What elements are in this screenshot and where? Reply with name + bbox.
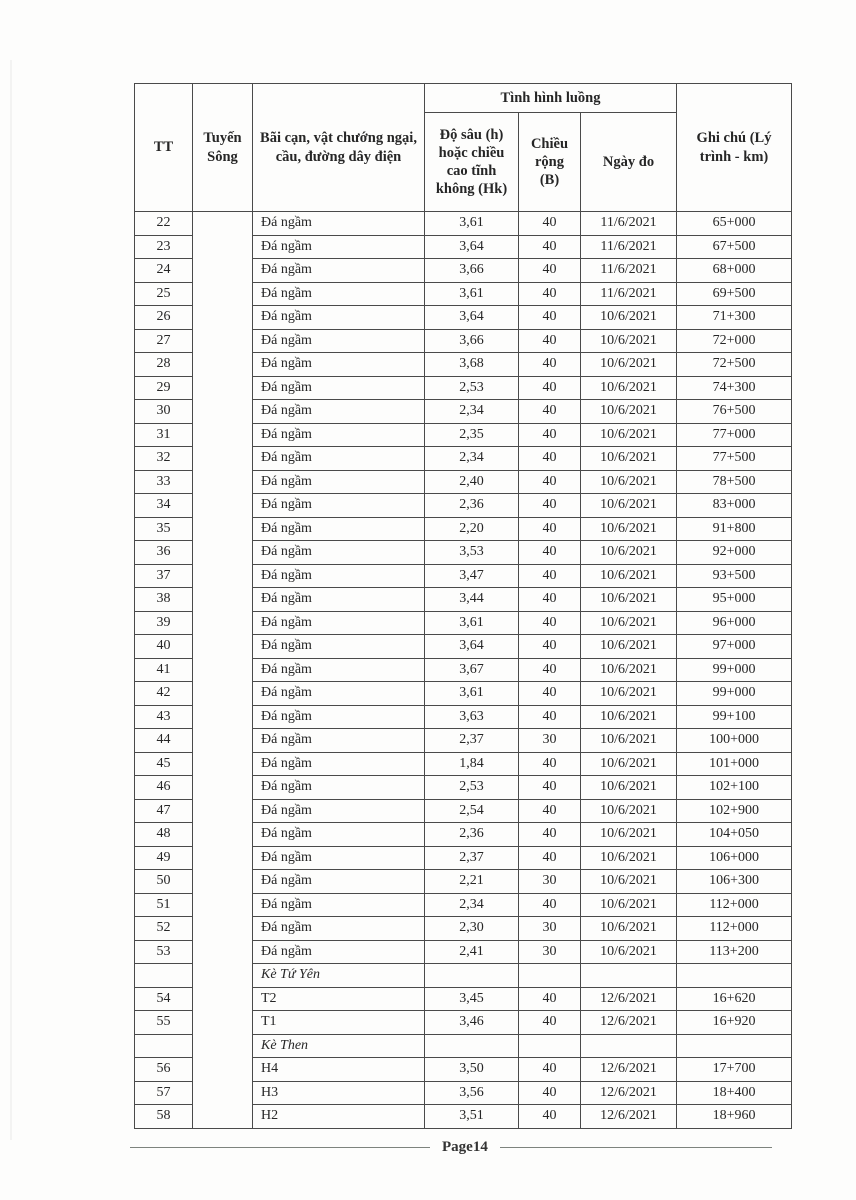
cell-tt: 44	[135, 729, 193, 753]
cell-tt: 25	[135, 282, 193, 306]
cell-width: 40	[519, 541, 581, 565]
cell-depth: 3,67	[425, 658, 519, 682]
cell-depth: 2,21	[425, 870, 519, 894]
cell-width: 40	[519, 282, 581, 306]
cell-width: 40	[519, 517, 581, 541]
cell-width: 40	[519, 1058, 581, 1082]
cell-depth: 2,40	[425, 470, 519, 494]
cell-obstacle: Đá ngầm	[253, 893, 425, 917]
cell-date: 10/6/2021	[581, 823, 677, 847]
cell-depth: 3,47	[425, 564, 519, 588]
cell-obstacle: Đá ngầm	[253, 423, 425, 447]
cell-tt: 27	[135, 329, 193, 353]
cell-width: 40	[519, 564, 581, 588]
cell-obstacle: Đá ngầm	[253, 682, 425, 706]
cell-date: 10/6/2021	[581, 306, 677, 330]
cell-obstacle: Đá ngầm	[253, 776, 425, 800]
cell-width: 40	[519, 893, 581, 917]
cell-width: 40	[519, 400, 581, 424]
cell-depth: 3,68	[425, 353, 519, 377]
cell-width: 40	[519, 705, 581, 729]
cell-width: 40	[519, 635, 581, 659]
cell-tt: 55	[135, 1011, 193, 1035]
cell-depth: 2,54	[425, 799, 519, 823]
cell-tt: 41	[135, 658, 193, 682]
cell-note: 72+500	[677, 353, 792, 377]
cell-width: 30	[519, 917, 581, 941]
cell-width: 40	[519, 353, 581, 377]
cell-tt: 24	[135, 259, 193, 283]
cell-date: 11/6/2021	[581, 259, 677, 283]
cell-date: 10/6/2021	[581, 447, 677, 471]
cell-tt: 32	[135, 447, 193, 471]
channel-condition-table	[134, 83, 792, 1129]
cell-depth: 3,56	[425, 1081, 519, 1105]
cell-note: 18+960	[677, 1105, 792, 1129]
cell-date: 11/6/2021	[581, 212, 677, 236]
cell-width: 40	[519, 306, 581, 330]
cell-note: 102+100	[677, 776, 792, 800]
cell-tt: 52	[135, 917, 193, 941]
header-row-group	[135, 84, 792, 113]
cell-date: 10/6/2021	[581, 611, 677, 635]
cell-width: 40	[519, 1011, 581, 1035]
cell-width: 40	[519, 259, 581, 283]
cell-date: 10/6/2021	[581, 917, 677, 941]
cell-note: 95+000	[677, 588, 792, 612]
cell-obstacle: Đá ngầm	[253, 658, 425, 682]
cell-obstacle: Đá ngầm	[253, 447, 425, 471]
cell-depth: 3,61	[425, 212, 519, 236]
cell-date	[581, 1034, 677, 1058]
cell-obstacle: Đá ngầm	[253, 823, 425, 847]
cell-tt: 45	[135, 752, 193, 776]
cell-depth: 2,34	[425, 447, 519, 471]
group-header-channel-condition: Tình hình luồng	[425, 84, 677, 113]
cell-date: 12/6/2021	[581, 1105, 677, 1129]
cell-width	[519, 1034, 581, 1058]
cell-date: 10/6/2021	[581, 846, 677, 870]
cell-obstacle: Kè Tứ Yên	[253, 964, 425, 988]
cell-obstacle: Đá ngầm	[253, 917, 425, 941]
cell-obstacle: Đá ngầm	[253, 870, 425, 894]
cell-depth: 2,20	[425, 517, 519, 541]
cell-tt	[135, 1034, 193, 1058]
cell-note: 76+500	[677, 400, 792, 424]
cell-width: 40	[519, 987, 581, 1011]
cell-obstacle: Đá ngầm	[253, 611, 425, 635]
cell-date: 10/6/2021	[581, 752, 677, 776]
cell-depth: 3,61	[425, 282, 519, 306]
cell-tt: 38	[135, 588, 193, 612]
cell-note: 65+000	[677, 212, 792, 236]
cell-date	[581, 964, 677, 988]
cell-width: 40	[519, 470, 581, 494]
cell-obstacle: Đá ngầm	[253, 752, 425, 776]
cell-obstacle: Đá ngầm	[253, 846, 425, 870]
cell-obstacle: Đá ngầm	[253, 541, 425, 565]
cell-date: 10/6/2021	[581, 635, 677, 659]
cell-depth	[425, 1034, 519, 1058]
cell-depth: 3,51	[425, 1105, 519, 1129]
cell-tt: 36	[135, 541, 193, 565]
cell-depth: 3,64	[425, 306, 519, 330]
cell-width: 40	[519, 658, 581, 682]
cell-obstacle: Đá ngầm	[253, 517, 425, 541]
cell-date: 11/6/2021	[581, 282, 677, 306]
cell-date: 10/6/2021	[581, 400, 677, 424]
cell-tt: 39	[135, 611, 193, 635]
cell-note: 104+050	[677, 823, 792, 847]
cell-note: 91+800	[677, 517, 792, 541]
cell-date: 12/6/2021	[581, 987, 677, 1011]
cell-date: 10/6/2021	[581, 470, 677, 494]
table-row	[135, 212, 792, 236]
cell-note: 17+700	[677, 1058, 792, 1082]
cell-date: 12/6/2021	[581, 1011, 677, 1035]
cell-obstacle: Đá ngầm	[253, 705, 425, 729]
cell-depth: 2,30	[425, 917, 519, 941]
cell-obstacle: Đá ngầm	[253, 494, 425, 518]
cell-tt: 58	[135, 1105, 193, 1129]
cell-note: 99+000	[677, 682, 792, 706]
cell-width: 40	[519, 376, 581, 400]
cell-note: 69+500	[677, 282, 792, 306]
cell-width: 40	[519, 1105, 581, 1129]
cell-date: 12/6/2021	[581, 1058, 677, 1082]
cell-tt: 26	[135, 306, 193, 330]
cell-note: 16+920	[677, 1011, 792, 1035]
cell-depth: 3,50	[425, 1058, 519, 1082]
cell-note: 112+000	[677, 893, 792, 917]
cell-date: 10/6/2021	[581, 494, 677, 518]
cell-obstacle: Đá ngầm	[253, 353, 425, 377]
cell-tt: 48	[135, 823, 193, 847]
cell-tt: 53	[135, 940, 193, 964]
cell-obstacle: Đá ngầm	[253, 470, 425, 494]
cell-depth: 2,34	[425, 893, 519, 917]
footer-rule-right	[500, 1147, 772, 1148]
cell-obstacle: Đá ngầm	[253, 799, 425, 823]
cell-date: 10/6/2021	[581, 588, 677, 612]
cell-depth: 3,53	[425, 541, 519, 565]
cell-tt: 28	[135, 353, 193, 377]
cell-depth: 1,84	[425, 752, 519, 776]
cell-depth: 3,61	[425, 611, 519, 635]
cell-note: 78+500	[677, 470, 792, 494]
cell-note: 68+000	[677, 259, 792, 283]
cell-date: 10/6/2021	[581, 870, 677, 894]
cell-tt: 35	[135, 517, 193, 541]
cell-obstacle: Đá ngầm	[253, 588, 425, 612]
footer-rule-left	[130, 1147, 430, 1148]
cell-note: 99+000	[677, 658, 792, 682]
cell-tt: 31	[135, 423, 193, 447]
cell-tt: 34	[135, 494, 193, 518]
cell-note: 97+000	[677, 635, 792, 659]
cell-obstacle: Đá ngầm	[253, 400, 425, 424]
cell-width: 40	[519, 1081, 581, 1105]
cell-note: 100+000	[677, 729, 792, 753]
cell-date: 10/6/2021	[581, 376, 677, 400]
cell-note: 77+000	[677, 423, 792, 447]
cell-width: 30	[519, 870, 581, 894]
cell-tt: 49	[135, 846, 193, 870]
col-header-depth: Độ sâu (h) hoặc chiều cao tĩnh không (Hk)	[425, 113, 519, 212]
col-header-date: Ngày đo	[581, 113, 677, 212]
cell-width: 30	[519, 940, 581, 964]
cell-obstacle: T1	[253, 1011, 425, 1035]
cell-width: 40	[519, 611, 581, 635]
cell-note: 92+000	[677, 541, 792, 565]
table-body	[135, 212, 792, 1129]
cell-depth: 2,53	[425, 776, 519, 800]
cell-note	[677, 1034, 792, 1058]
cell-obstacle: H4	[253, 1058, 425, 1082]
cell-date: 10/6/2021	[581, 799, 677, 823]
cell-note: 113+200	[677, 940, 792, 964]
tuyen-song-merged-cell	[193, 212, 253, 1129]
cell-date: 11/6/2021	[581, 235, 677, 259]
cell-obstacle: Đá ngầm	[253, 940, 425, 964]
cell-tt: 43	[135, 705, 193, 729]
cell-obstacle: Đá ngầm	[253, 212, 425, 236]
cell-tt: 42	[135, 682, 193, 706]
cell-depth: 2,53	[425, 376, 519, 400]
cell-tt	[135, 964, 193, 988]
cell-width: 40	[519, 329, 581, 353]
cell-note: 18+400	[677, 1081, 792, 1105]
cell-depth: 3,61	[425, 682, 519, 706]
cell-date: 10/6/2021	[581, 893, 677, 917]
cell-depth: 2,37	[425, 729, 519, 753]
cell-width: 40	[519, 235, 581, 259]
cell-obstacle: Đá ngầm	[253, 329, 425, 353]
cell-note: 99+100	[677, 705, 792, 729]
col-header-width: Chiều rộng (B)	[519, 113, 581, 212]
cell-obstacle: T2	[253, 987, 425, 1011]
cell-width: 40	[519, 752, 581, 776]
cell-date: 12/6/2021	[581, 1081, 677, 1105]
cell-date: 10/6/2021	[581, 329, 677, 353]
cell-date: 10/6/2021	[581, 541, 677, 565]
cell-note: 16+620	[677, 987, 792, 1011]
cell-obstacle: H2	[253, 1105, 425, 1129]
cell-width: 40	[519, 776, 581, 800]
cell-note: 101+000	[677, 752, 792, 776]
cell-depth: 2,35	[425, 423, 519, 447]
cell-depth: 2,41	[425, 940, 519, 964]
table-header	[135, 84, 792, 212]
cell-width: 40	[519, 823, 581, 847]
cell-note: 74+300	[677, 376, 792, 400]
cell-width: 40	[519, 494, 581, 518]
cell-tt: 46	[135, 776, 193, 800]
cell-width: 40	[519, 212, 581, 236]
cell-tt: 50	[135, 870, 193, 894]
cell-obstacle: Đá ngầm	[253, 282, 425, 306]
cell-depth: 3,45	[425, 987, 519, 1011]
cell-date: 10/6/2021	[581, 729, 677, 753]
cell-width: 40	[519, 846, 581, 870]
cell-tt: 40	[135, 635, 193, 659]
cell-depth: 2,34	[425, 400, 519, 424]
cell-width: 40	[519, 799, 581, 823]
cell-note: 112+000	[677, 917, 792, 941]
cell-note: 83+000	[677, 494, 792, 518]
cell-tt: 51	[135, 893, 193, 917]
cell-tt: 33	[135, 470, 193, 494]
cell-depth: 2,36	[425, 823, 519, 847]
cell-depth: 3,44	[425, 588, 519, 612]
cell-tt: 54	[135, 987, 193, 1011]
cell-depth: 3,66	[425, 329, 519, 353]
cell-depth: 3,64	[425, 635, 519, 659]
cell-depth: 2,37	[425, 846, 519, 870]
cell-width: 40	[519, 682, 581, 706]
cell-note	[677, 964, 792, 988]
cell-width: 40	[519, 588, 581, 612]
cell-tt: 22	[135, 212, 193, 236]
cell-date: 10/6/2021	[581, 682, 677, 706]
cell-note: 93+500	[677, 564, 792, 588]
cell-date: 10/6/2021	[581, 353, 677, 377]
cell-date: 10/6/2021	[581, 776, 677, 800]
cell-depth: 2,36	[425, 494, 519, 518]
cell-date: 10/6/2021	[581, 940, 677, 964]
cell-obstacle: Đá ngầm	[253, 635, 425, 659]
cell-date: 10/6/2021	[581, 517, 677, 541]
page-number: Page14	[442, 1139, 488, 1155]
cell-width: 40	[519, 423, 581, 447]
cell-note: 72+000	[677, 329, 792, 353]
col-header-tt: TT	[135, 84, 193, 212]
page-footer	[130, 1139, 792, 1156]
col-header-obstacle: Bãi cạn, vật chướng ngại, cầu, đường dây điện	[253, 84, 425, 212]
cell-note: 106+300	[677, 870, 792, 894]
cell-tt: 56	[135, 1058, 193, 1082]
cell-note: 77+500	[677, 447, 792, 471]
col-header-tuyen-song: Tuyến Sông	[193, 84, 253, 212]
cell-obstacle: Đá ngầm	[253, 306, 425, 330]
cell-tt: 30	[135, 400, 193, 424]
cell-obstacle: Kè Then	[253, 1034, 425, 1058]
cell-obstacle: Đá ngầm	[253, 729, 425, 753]
cell-note: 102+900	[677, 799, 792, 823]
cell-obstacle: Đá ngầm	[253, 235, 425, 259]
col-header-note: Ghi chú (Lý trình - km)	[677, 84, 792, 212]
cell-obstacle: Đá ngầm	[253, 564, 425, 588]
cell-date: 10/6/2021	[581, 658, 677, 682]
cell-width: 30	[519, 729, 581, 753]
cell-depth: 3,64	[425, 235, 519, 259]
cell-obstacle: Đá ngầm	[253, 376, 425, 400]
cell-tt: 47	[135, 799, 193, 823]
cell-date: 10/6/2021	[581, 423, 677, 447]
cell-depth: 3,63	[425, 705, 519, 729]
cell-obstacle: H3	[253, 1081, 425, 1105]
cell-tt: 57	[135, 1081, 193, 1105]
cell-tt: 37	[135, 564, 193, 588]
cell-note: 67+500	[677, 235, 792, 259]
cell-note: 71+300	[677, 306, 792, 330]
cell-depth: 3,46	[425, 1011, 519, 1035]
cell-obstacle: Đá ngầm	[253, 259, 425, 283]
cell-note: 106+000	[677, 846, 792, 870]
cell-note: 96+000	[677, 611, 792, 635]
cell-tt: 29	[135, 376, 193, 400]
cell-depth	[425, 964, 519, 988]
cell-width	[519, 964, 581, 988]
cell-depth: 3,66	[425, 259, 519, 283]
cell-width: 40	[519, 447, 581, 471]
cell-date: 10/6/2021	[581, 705, 677, 729]
cell-tt: 23	[135, 235, 193, 259]
scan-artifact-line	[10, 60, 12, 1140]
cell-date: 10/6/2021	[581, 564, 677, 588]
